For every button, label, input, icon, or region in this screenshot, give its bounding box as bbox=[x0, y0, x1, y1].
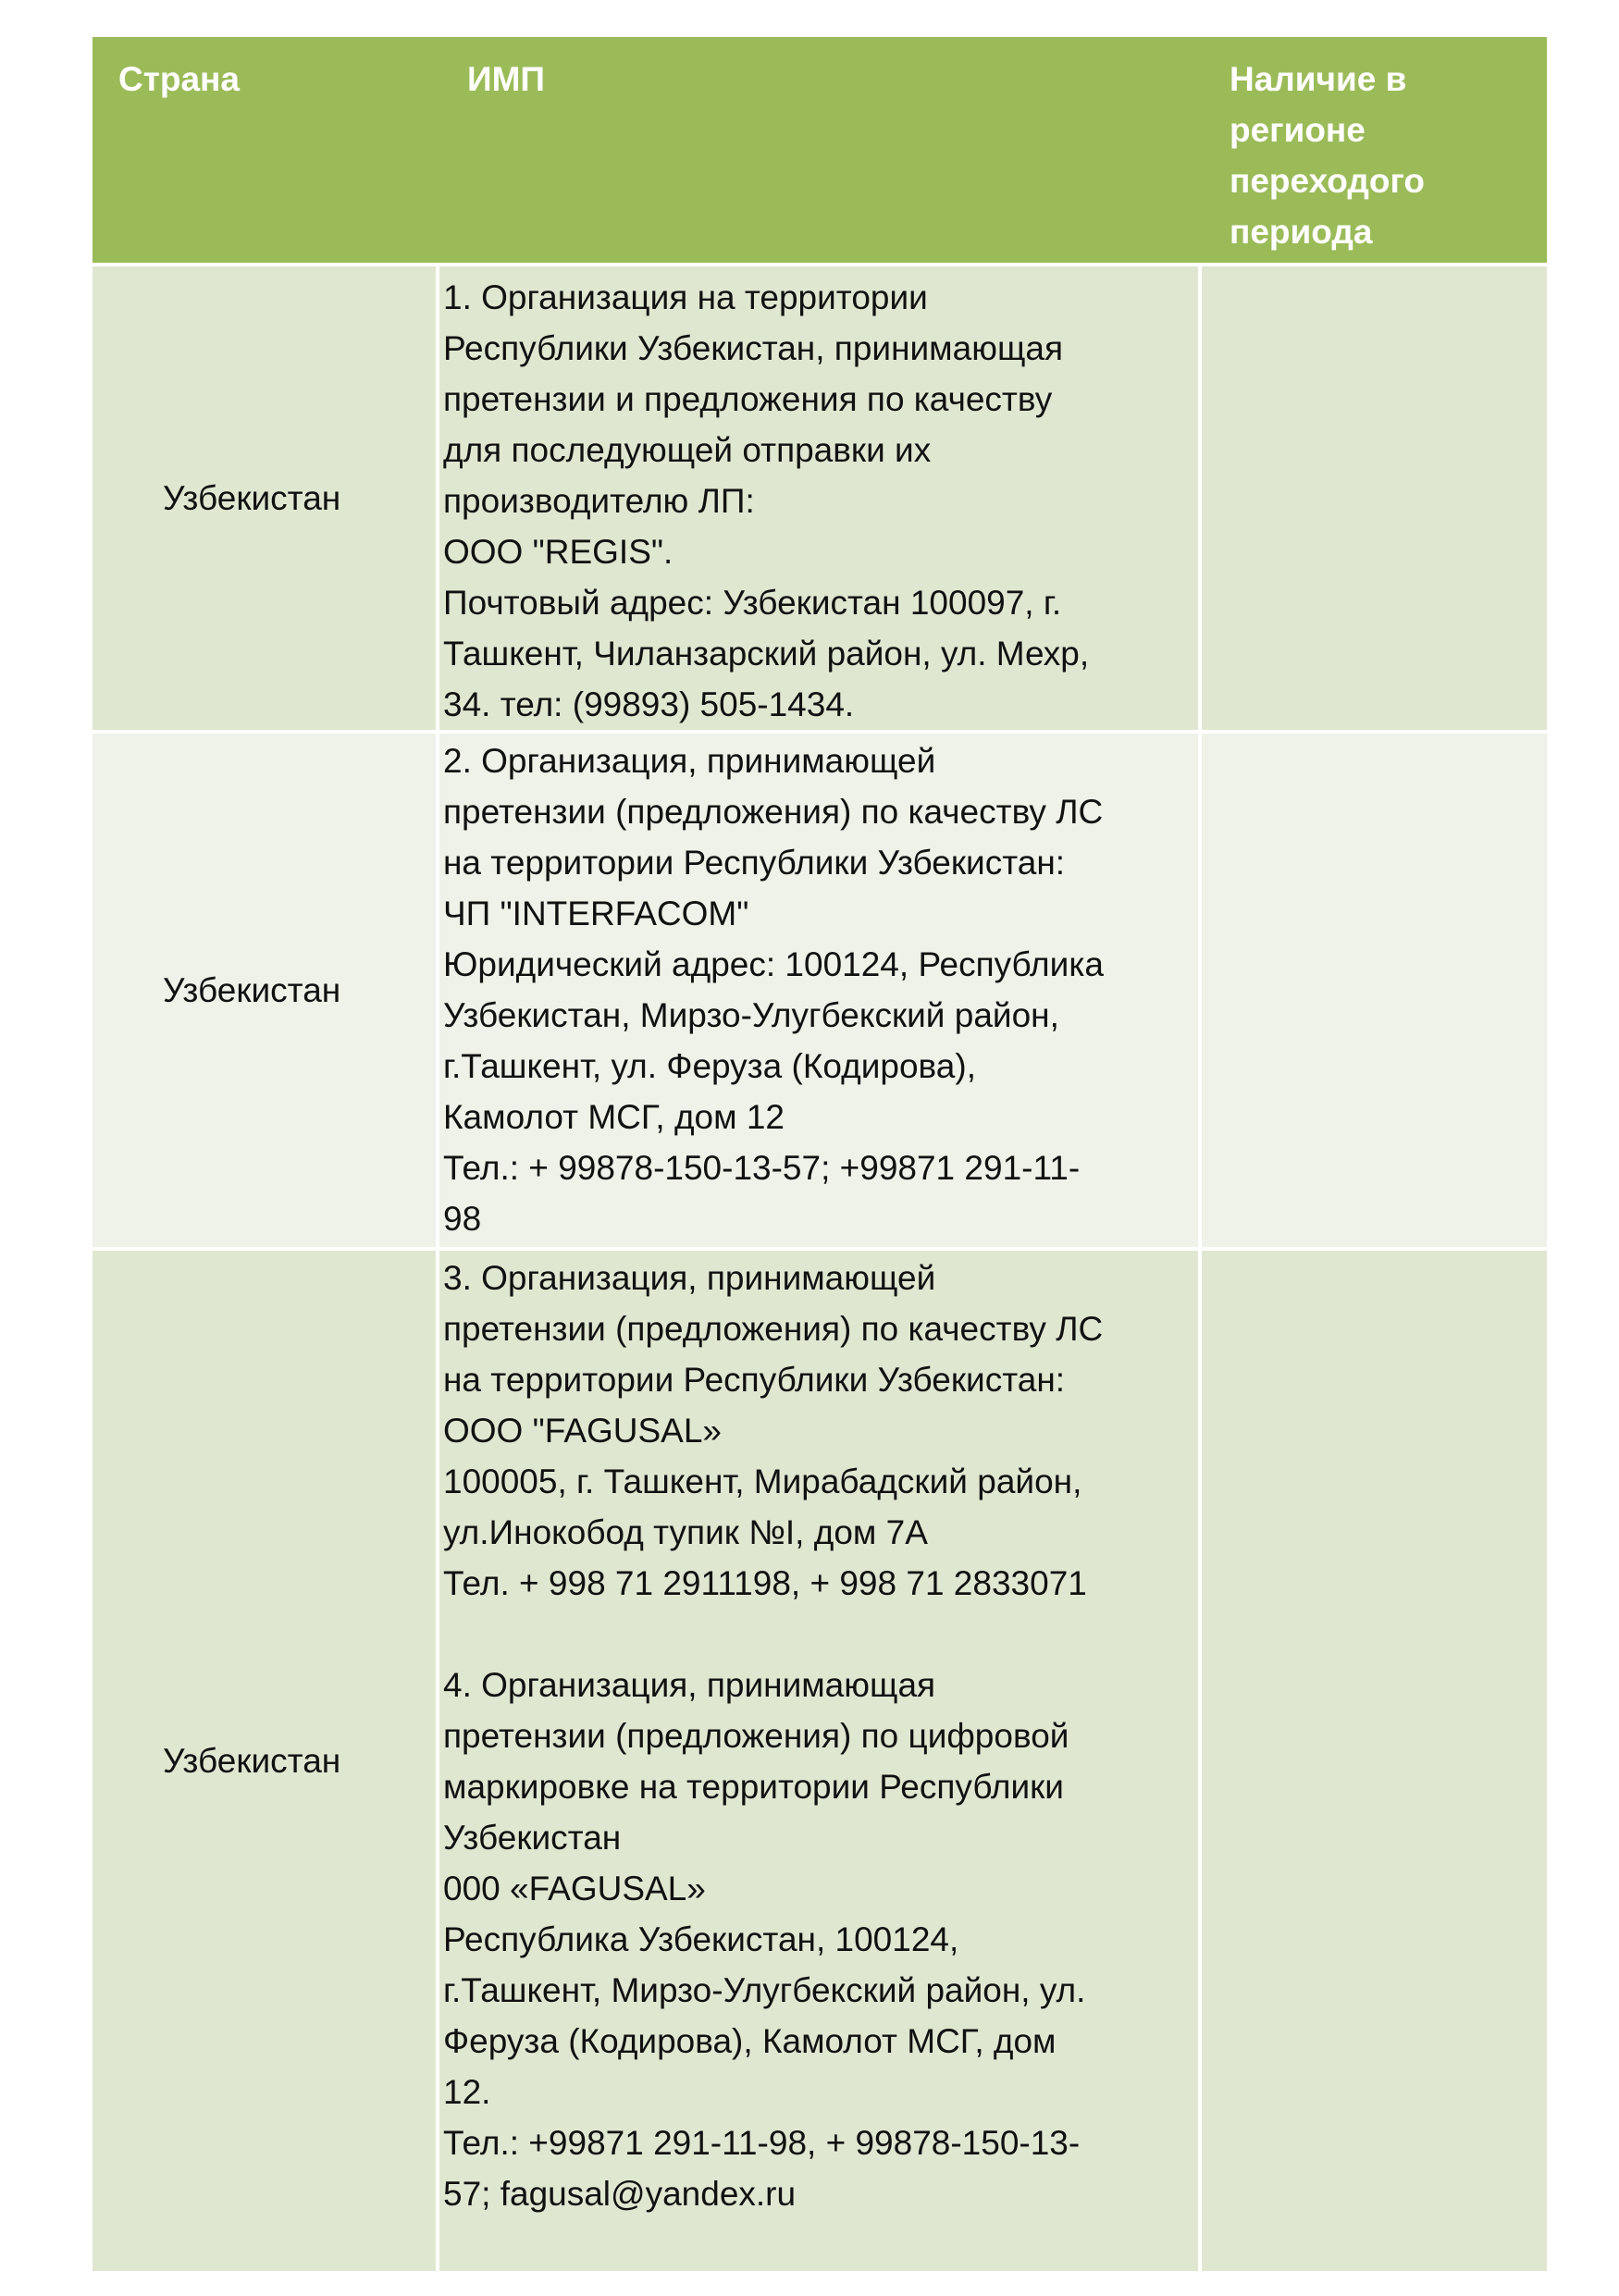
cell-imp: 2. Организация, принимающей претензии (предложения) по качеству ЛС на территории Республики Узбекистан: ЧП "INTERFACOM" Юридический адрес: 100124, Республика Узбекистан, Мирзо-Улугбекский район, г.Ташкент, ул. Феруза (Кодирова), Камолот МСГ, дом 12 Тел.: + 99878-150-13-57; +99871 291-11- 98 bbox=[439, 734, 1198, 1247]
table-row bbox=[93, 1251, 1539, 2271]
cell-imp: 1. Организация на территории Республики Узбекистан, принимающая претензии и предложения по качеству для последующей отправки их производителю ЛП: ООО "REGIS". Почтовый адрес: Узбекистан 100097, г. Ташкент, Чиланзарский район, ул. Мехр, 34. тел: (99893) 505-1434. bbox=[439, 266, 1198, 730]
cell-presence bbox=[1202, 734, 1547, 1247]
cell-country: Узбекистан bbox=[93, 1251, 436, 2271]
header-country: Страна bbox=[93, 37, 436, 263]
imp-table bbox=[93, 37, 1539, 2271]
table-row bbox=[93, 734, 1539, 1247]
cell-country: Узбекистан bbox=[93, 266, 436, 730]
cell-presence bbox=[1202, 1251, 1547, 2271]
header-imp: ИМП bbox=[439, 37, 1198, 263]
cell-country: Узбекистан bbox=[93, 734, 436, 1247]
cell-imp: 3. Организация, принимающей претензии (предложения) по качеству ЛС на территории Республики Узбекистан: ООО "FAGUSAL» 100005, г. Ташкент, Мирабадский район, ул.Инокобод тупик №I, дом 7А Тел. + 998 71 2911198, + 998 71 2833071 4. Организация, принимающая претензии (предложения) по цифровой маркировке на территории Республики Узбекистан 000 «FAGUSAL» Республика Узбекистан, 100124, г.Ташкент, Мирзо-Улугбекский район, ул. Феруза (Кодирова), Камолот МСГ, дом 12. Тел.: +99871 291-11-98, + 99878-150-13- 57; fagusal@yandex.ru bbox=[439, 1251, 1198, 2271]
header-presence: Наличие в регионе переходого периода bbox=[1202, 37, 1547, 263]
cell-presence bbox=[1202, 266, 1547, 730]
table-row bbox=[93, 266, 1539, 730]
table-header bbox=[93, 37, 1539, 263]
